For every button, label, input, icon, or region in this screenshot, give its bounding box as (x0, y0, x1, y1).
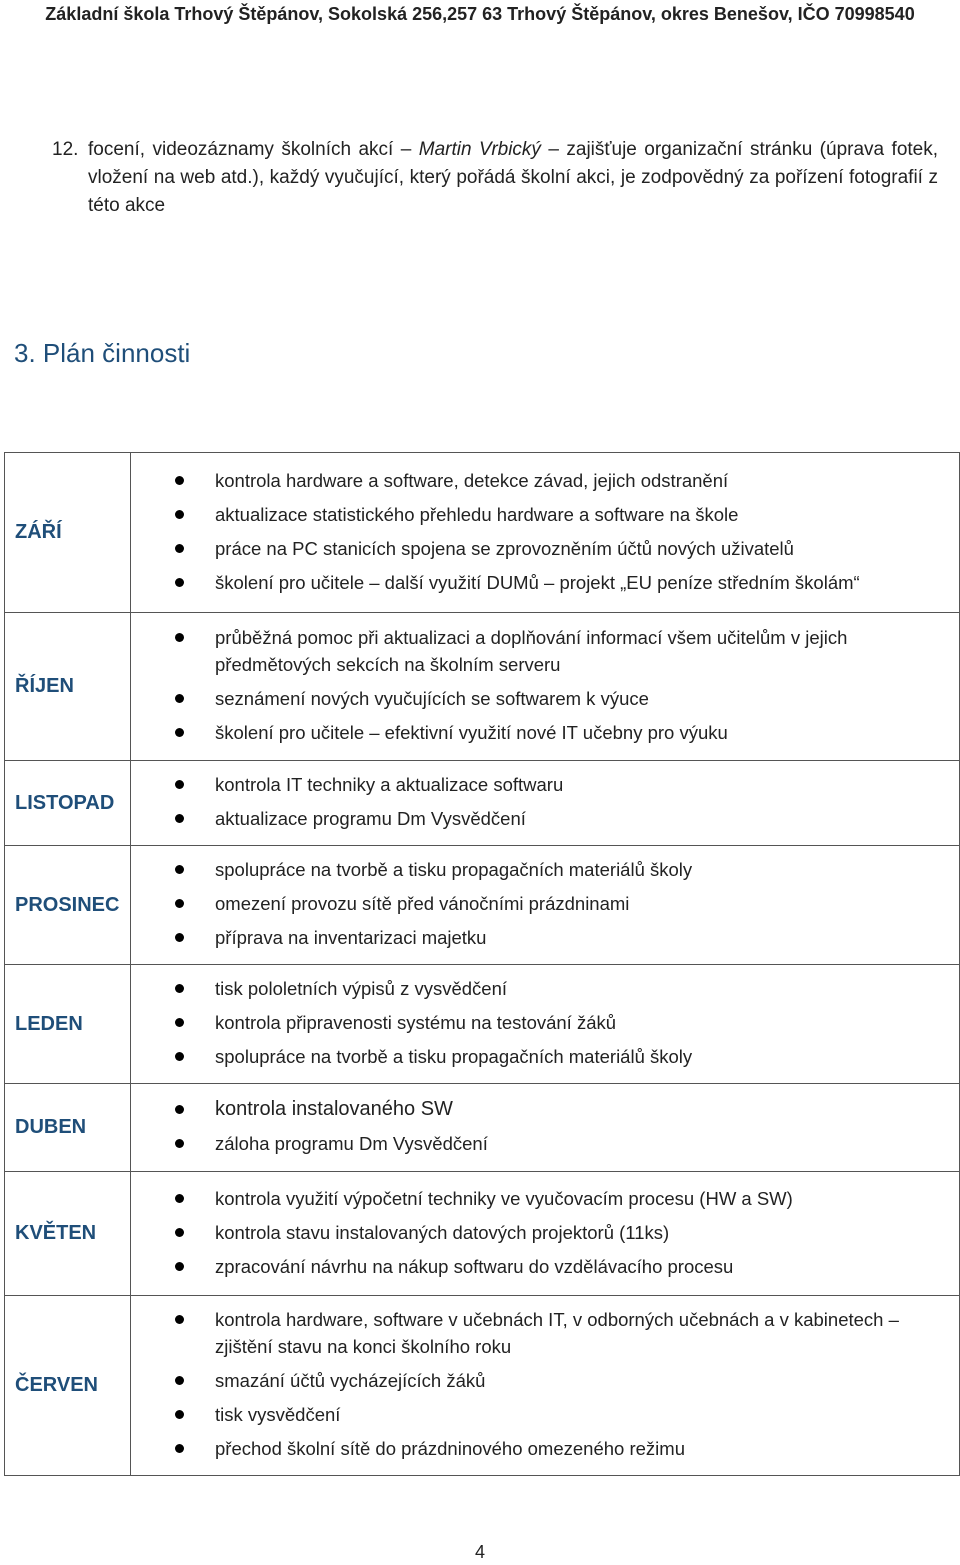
bullet-icon (175, 1139, 184, 1148)
bullet-icon (175, 780, 184, 789)
activity-item (131, 1096, 959, 1123)
activity-text: seznámení nových vyučujících se softwarem k výuce (215, 688, 649, 709)
activity-item (131, 890, 959, 917)
activity-text: aktualizace programu Dm Vysvědčení (215, 808, 526, 829)
activity-item (131, 1009, 959, 1036)
activity-item (131, 535, 959, 562)
bullet-icon (175, 1194, 184, 1203)
activities-list (131, 856, 959, 951)
activity-item (131, 805, 959, 832)
bullet-icon (175, 865, 184, 874)
bullet-icon (175, 1376, 184, 1385)
activity-text: školení pro učitele – další využití DUMů – projekt „EU peníze středním školám“ (215, 571, 860, 593)
activity-text: smazání účtů vycházejících žáků (215, 1370, 486, 1391)
plan-table (4, 452, 960, 1476)
activity-item (131, 771, 959, 798)
activity-item (131, 1306, 959, 1360)
activity-text: práce na PC stanicích spojena se zprovozněním účtů nových uživatelů (215, 537, 794, 559)
page-header: Základní škola Trhový Štěpánov, Sokolská 256,257 63 Trhový Štěpánov, okres Benešov, IČO 70998540 (45, 4, 915, 24)
activity-item (131, 1367, 959, 1394)
item-text (52, 136, 938, 220)
activities-list (131, 975, 959, 1070)
month-cell: ČERVEN (5, 1296, 131, 1476)
activities-list (131, 1185, 959, 1280)
activities-cell (131, 761, 960, 846)
activity-text: aktualizace statistického přehledu hardware a software na škole (215, 503, 739, 525)
item-number: 12. (52, 139, 79, 160)
activity-text: tisk vysvědčení (215, 1404, 341, 1425)
month-cell: ZÁŘÍ (5, 453, 131, 613)
item-text-after: – zajišťuje organizační stránku (úprava fotek, vložení na web atd.), každý vyučující, který pořádá školní akci, je zodpovědný za pořízení fotografií z této akce (88, 139, 939, 216)
activities-cell (131, 1172, 960, 1296)
activities-cell (131, 613, 960, 761)
activity-item (131, 467, 959, 494)
plan-row (5, 761, 960, 846)
bullet-icon (175, 1228, 184, 1237)
activity-text: záloha programu Dm Vysvědčení (215, 1132, 488, 1154)
bullet-icon (175, 1410, 184, 1419)
activities-cell (131, 1084, 960, 1172)
bullet-icon (175, 728, 184, 737)
plan-row (5, 613, 960, 761)
month-cell: KVĚTEN (5, 1172, 131, 1296)
month-cell: DUBEN (5, 1084, 131, 1172)
activity-text: kontrola hardware, software v učebnách IT, v odborných učebnách a v kabinetech – zjištění stavu na konci školního roku (215, 1309, 899, 1357)
activities-list (131, 467, 959, 596)
bullet-icon (175, 633, 184, 642)
bullet-icon (175, 1444, 184, 1453)
activity-text: přechod školní sítě do prázdninového omezeného režimu (215, 1438, 685, 1459)
bullet-icon (175, 814, 184, 823)
activity-text: kontrola stavu instalovaných datových projektorů (11ks) (215, 1221, 670, 1243)
activity-item (131, 1253, 959, 1280)
activity-text: školení pro učitele – efektivní využití nové IT učebny pro výuku (215, 722, 728, 743)
activity-item (131, 1185, 959, 1212)
plan-row (5, 1172, 960, 1296)
activity-text: spolupráce na tvorbě a tisku propagačních materiálů školy (215, 859, 693, 880)
bullet-icon (175, 694, 184, 703)
activity-text: omezení provozu sítě před vánočními prázdninami (215, 893, 630, 914)
month-cell: LISTOPAD (5, 761, 131, 846)
activity-text: kontrola využití výpočetní techniky ve vyučovacím procesu (HW a SW) (215, 1187, 793, 1209)
activity-text: kontrola připravenosti systému na testování žáků (215, 1012, 617, 1033)
bullet-icon (175, 510, 184, 519)
plan-row (5, 1296, 960, 1476)
bullet-icon (175, 1315, 184, 1324)
activity-item (131, 624, 959, 678)
bullet-icon (175, 933, 184, 942)
activity-item (131, 924, 959, 951)
bullet-icon (175, 899, 184, 908)
activity-item (131, 685, 959, 712)
section-title: 3. Plán činnosti (14, 338, 191, 368)
activity-text: tisk pololetních výpisů z vysvědčení (215, 978, 508, 999)
activity-text: kontrola IT techniky a aktualizace softwaru (215, 774, 564, 795)
plan-row (5, 846, 960, 965)
list-item-12 (52, 136, 938, 220)
activity-text: průběžná pomoc při aktualizaci a doplňování informací všem učitelům v jejich předmětových sekcích na školním serveru (215, 627, 848, 675)
activity-item (131, 569, 959, 596)
activities-list (131, 1306, 959, 1462)
plan-row (5, 1084, 960, 1172)
activity-item (131, 719, 959, 746)
page-number: 4 (474, 1542, 485, 1562)
bullet-icon (175, 1262, 184, 1271)
bullet-icon (175, 1018, 184, 1027)
activity-item (131, 1043, 959, 1070)
plan-row (5, 453, 960, 613)
activity-item (131, 1219, 959, 1246)
bullet-icon (175, 476, 184, 485)
month-cell: LEDEN (5, 965, 131, 1084)
activity-text: kontrola instalovaného SW (215, 1097, 453, 1120)
activity-text: spolupráce na tvorbě a tisku propagačních materiálů školy (215, 1046, 693, 1067)
bullet-icon (175, 578, 184, 587)
bullet-icon (175, 1052, 184, 1061)
activities-cell (131, 846, 960, 965)
activity-text: příprava na inventarizaci majetku (215, 927, 487, 948)
activity-item (131, 975, 959, 1002)
bullet-icon (175, 984, 184, 993)
activity-item (131, 1435, 959, 1462)
plan-row (5, 965, 960, 1084)
activities-cell (131, 965, 960, 1084)
activities-list (131, 1096, 959, 1157)
activity-item (131, 1401, 959, 1428)
bullet-icon (175, 544, 184, 553)
activity-item (131, 501, 959, 528)
month-cell: PROSINEC (5, 846, 131, 965)
activities-cell (131, 1296, 960, 1476)
activity-text: zpracování návrhu na nákup softwaru do vzdělávacího procesu (215, 1255, 734, 1277)
activities-list (131, 771, 959, 832)
bullet-icon (175, 1105, 184, 1114)
item-person-name: Martin Vrbický (418, 139, 541, 160)
activity-item (131, 856, 959, 883)
activities-cell (131, 453, 960, 613)
activity-text: kontrola hardware a software, detekce závad, jejich odstranění (215, 469, 729, 491)
item-text-before: focení, videozáznamy školních akcí – (88, 139, 412, 160)
activities-list (131, 624, 959, 746)
activity-item (131, 1130, 959, 1157)
month-cell: ŘÍJEN (5, 613, 131, 761)
